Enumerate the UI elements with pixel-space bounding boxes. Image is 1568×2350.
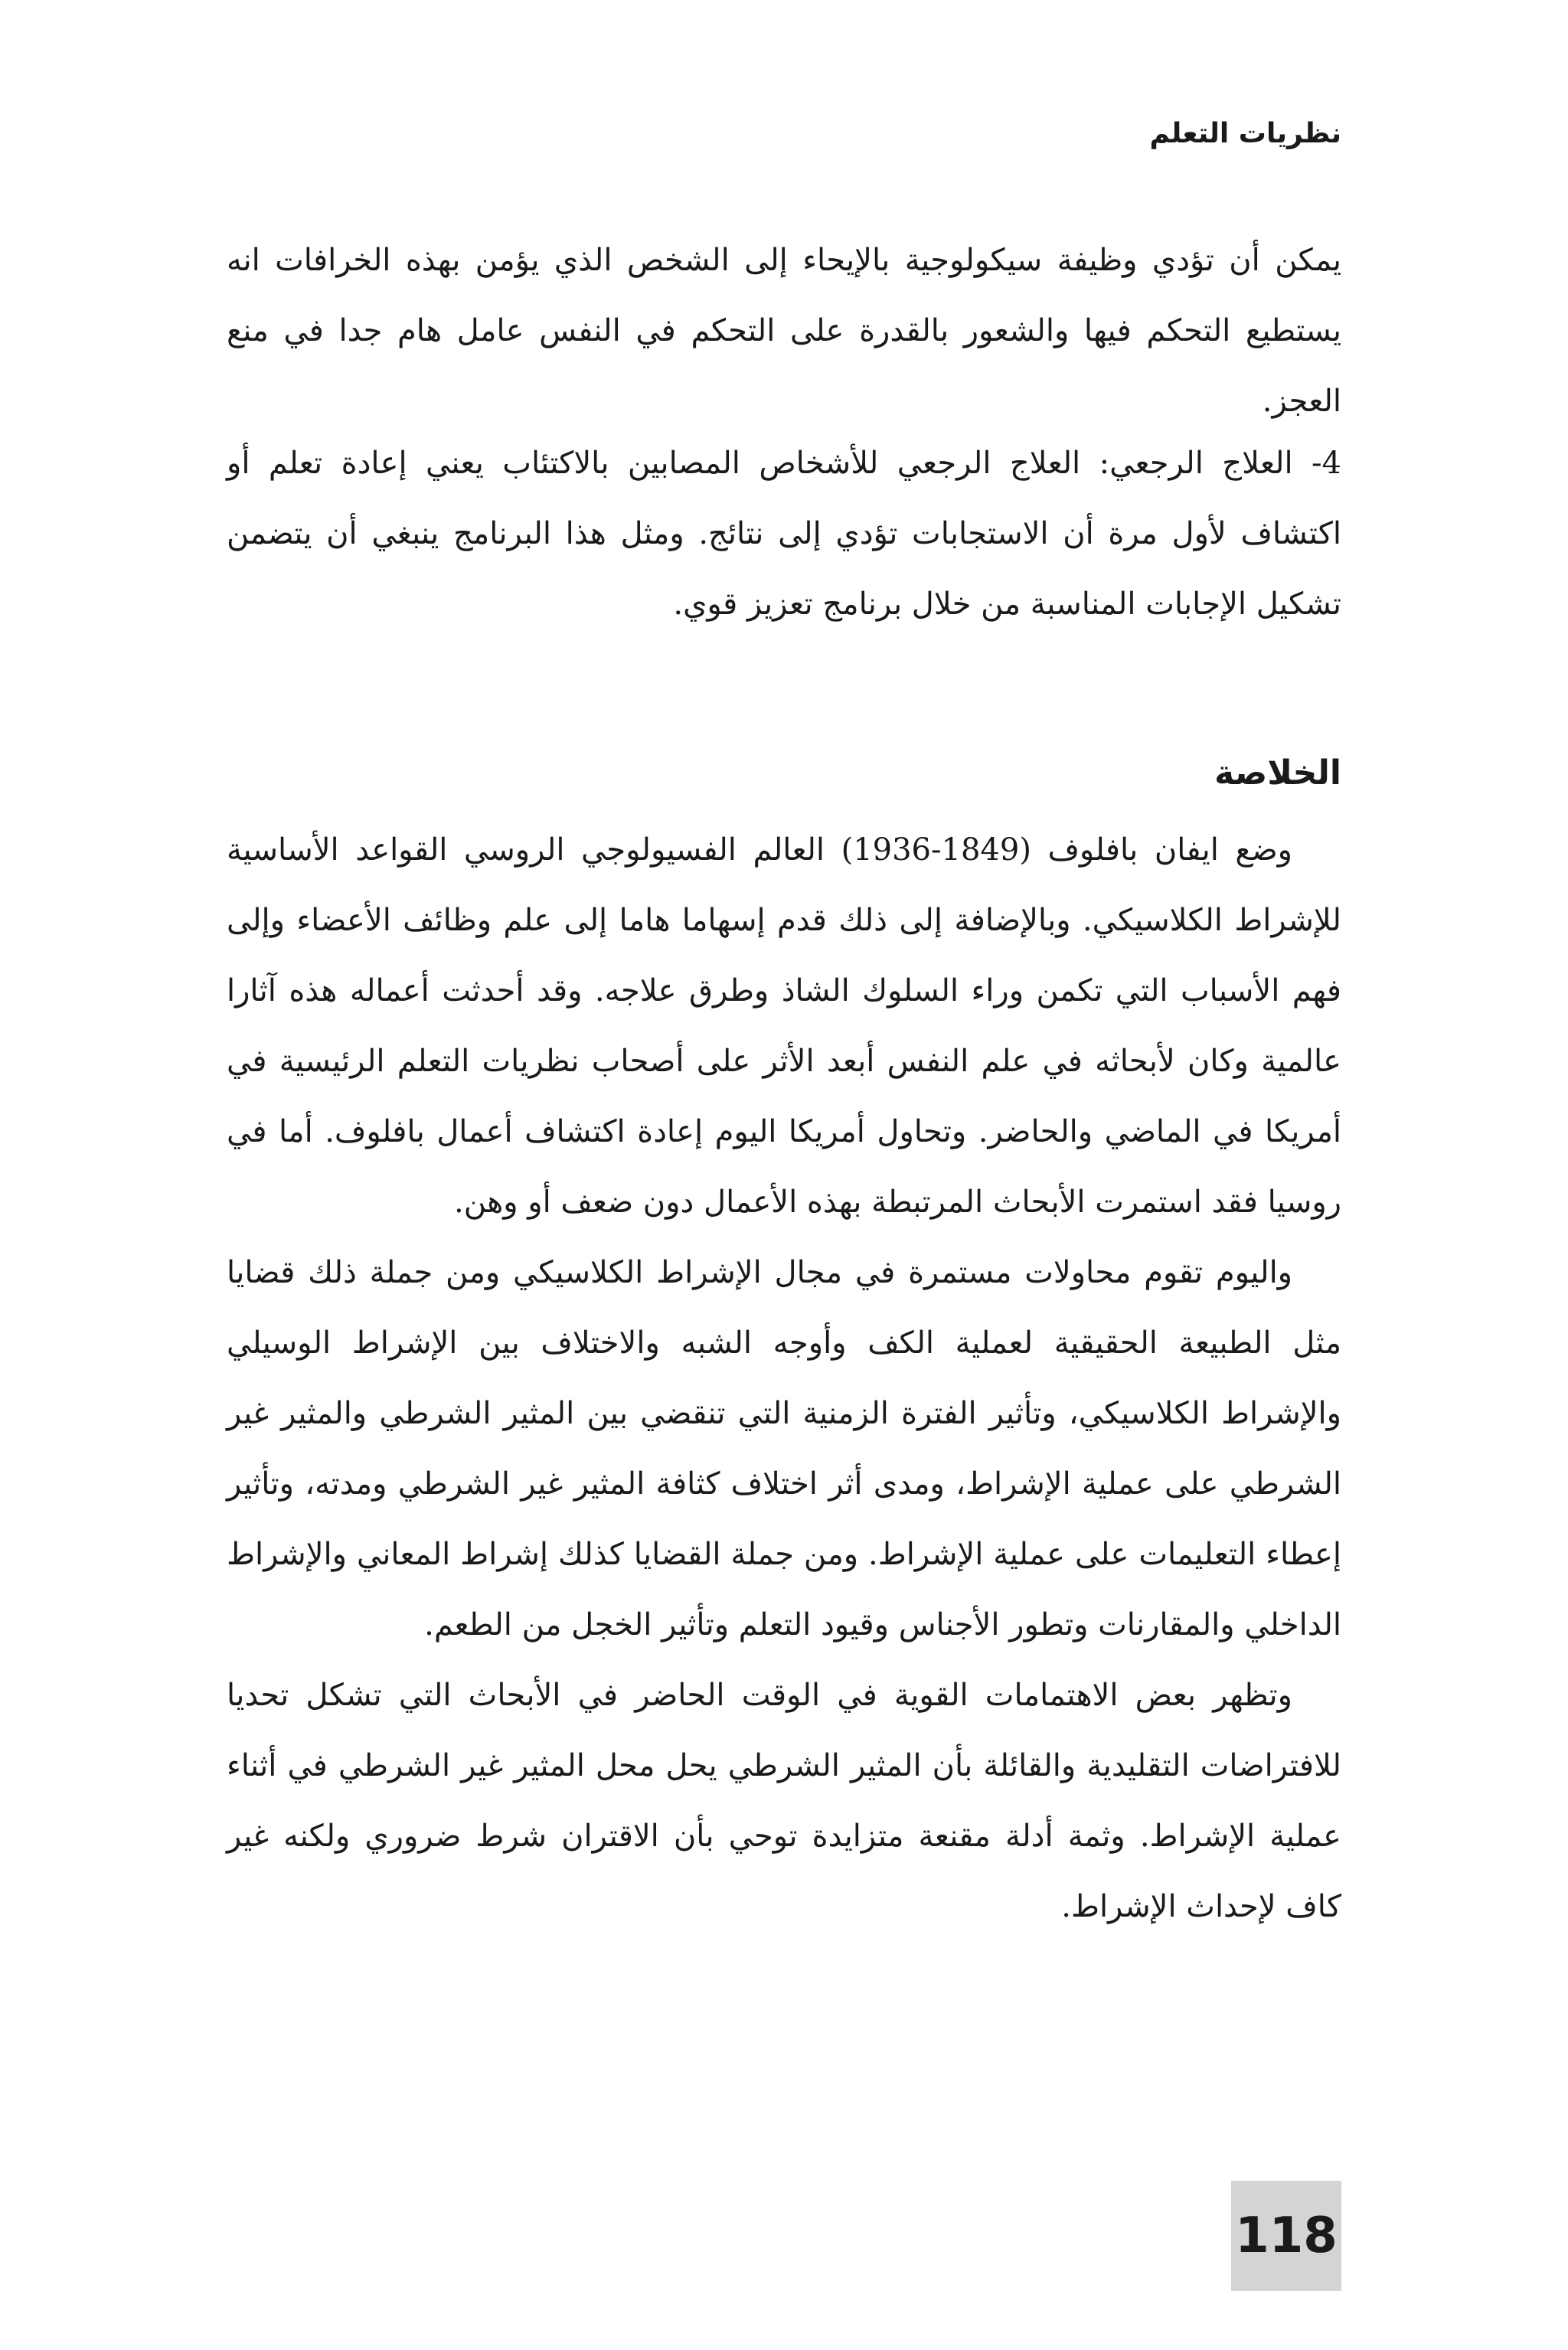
item-4-paragraph: 4- العلاج الرجعي: العلاج الرجعي للأشخاص المصابين بالاكتئاب يعني إعادة تعلم أو اكتشاف لأول مرة أن الاستجابات تؤدي إلى نتائج. ومثل هذا البرنامج ينبغي أن يتضمن تشكيل الإجابات المناسبة من خلال برنامج تعزيز قوي. (227, 446, 1342, 622)
item-4-text-block (227, 428, 1341, 639)
running-header-title: نظريات التعلم (1149, 118, 1341, 149)
continuation-paragraph: يمكن أن تؤدي وظيفة سيكولوجية بالإيحاء إلى الشخص الذي يؤمن بهذه الخرافات انه يستطيع التحكم فيها والشعور بالقدرة على التحكم في النفس عامل هام جدا في منع العجز. (227, 243, 1341, 419)
continuation-text-block (227, 225, 1341, 436)
summary-text-block (227, 815, 1341, 1942)
page-number-box (1231, 2181, 1341, 2291)
summary-paragraph-3: وتظهر بعض الاهتمامات القوية في الوقت الحاضر في الأبحاث التي تشكل تحديا للافتراضات التقليدية والقائلة بأن المثير الشرطي يحل محل المثير غير الشرطي في أثناء عملية الإشراط. وثمة أدلة مقنعة متزايدة توحي بأن الاقتران شرط ضروري ولكنه غير كاف لإحداث الإشراط. (227, 1678, 1341, 1924)
summary-paragraph-2: واليوم تقوم محاولات مستمرة في مجال الإشراط الكلاسيكي ومن جملة ذلك قضايا مثل الطبيعة الحقيقية لعملية الكف وأوجه الشبه والاختلاف بين الإشراط الوسيلي والإشراط الكلاسيكي، وتأثير الفترة الزمنية التي تنقضي بين المثير الشرطي والمثير غير الشرطي على عملية الإشراط، ومدى أثر اختلاف كثافة المثير غير الشرطي ومدته، وتأثير إعطاء التعليمات على عملية الإشراط. ومن جملة القضايا كذلك إشراط المعاني والإشراط الداخلي والمقارنات وتطور الأجناس وقيود التعلم وتأثير الخجل من الطعم. (227, 1255, 1341, 1642)
page-number: 118 (1235, 2208, 1338, 2264)
summary-paragraph-1: وضع ايفان بافلوف (1849-1936) العالم الفسيولوجي الروسي القواعد الأساسية للإشراط الكلاسيكي. وبالإضافة إلى ذلك قدم إسهاما هاما إلى علم وظائف الأعضاء وإلى فهم الأسباب التي تكمن وراء السلوك الشاذ وطرق علاجه. وقد أحدثت أعماله هذه آثارا عالمية وكان لأبحاثه في علم النفس أبعد الأثر على أصحاب نظريات التعلم الرئيسية في أمريكا في الماضي والحاضر. وتحاول أمريكا اليوم إعادة اكتشاف أعمال بافلوف. أما في روسيا فقد استمرت الأبحاث المرتبطة بهذه الأعمال دون ضعف أو وهن. (227, 832, 1341, 1220)
summary-heading: الخلاصة (1214, 753, 1341, 793)
